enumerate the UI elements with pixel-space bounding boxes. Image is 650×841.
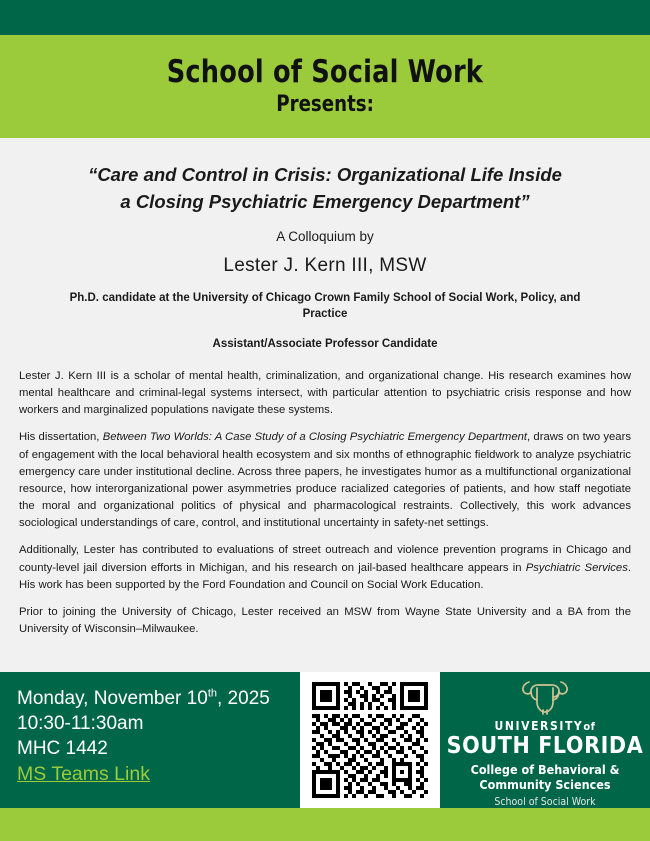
bio-p3-text-after: . His work has been supported by the Ford Foundation and Council on Social Work Education. <box>19 561 631 591</box>
usf-state-name: SOUTH FLORIDA <box>446 733 644 759</box>
speaker-name: Lester J. Kern III, MSW <box>223 254 427 276</box>
ms-teams-link[interactable]: MS Teams Link <box>17 763 150 786</box>
usf-college-line-1: College of Behavioral & <box>470 762 620 778</box>
bio-paragraph-4: Prior to joining the University of Chicago, Lester received an MSW from Wayne State University and a BA from the University of Wisconsin–Milwaukee. <box>19 605 631 635</box>
colloquium-by-label: A Colloquium by <box>276 228 374 244</box>
event-date-ordinal: th <box>207 687 217 700</box>
bio-p2-text-before: His dissertation, <box>19 431 103 444</box>
top-accent-band <box>0 0 650 35</box>
talk-title-line-1: “Care and Control in Crisis: Organizational Life Inside <box>88 164 562 185</box>
event-location: MHC 1442 <box>17 738 108 760</box>
main-content <box>0 162 650 696</box>
qr-code-image[interactable] <box>312 682 428 798</box>
bio-paragraph-3 <box>19 542 631 593</box>
usf-college-name <box>471 763 620 793</box>
usf-university-word: UNIVERSITY <box>494 719 584 733</box>
event-date-prefix: Monday, November 10 <box>17 688 208 709</box>
bio-p3-text-before: Additionally, Lester has contributed to evaluations of street outreach and violence prevention programs in Chicago and county-level jail diversion efforts in Michigan, and his research on jail-based healthcare appears in <box>19 544 631 574</box>
usf-of-word: of <box>583 720 596 733</box>
bottom-accent-band <box>0 808 650 841</box>
event-details <box>0 672 300 808</box>
dissertation-title: Between Two Worlds: A Case Study of a Closing Psychiatric Emergency Department <box>102 431 528 444</box>
event-time: 10:30-11:30am <box>17 713 144 735</box>
school-title: School of Social Work <box>166 53 484 90</box>
usf-college-line-2: Community Sciences <box>479 776 611 792</box>
usf-logo <box>440 672 650 808</box>
usf-bull-icon <box>519 678 571 716</box>
footer-bar <box>0 672 650 808</box>
talk-title-line-2: a Closing Psychiatric Emergency Department” <box>120 190 530 212</box>
bio-paragraph-2 <box>19 429 631 532</box>
presents-label: Presents: <box>276 92 374 118</box>
usf-department-name: School of Social Work <box>494 795 596 808</box>
usf-university-line <box>495 719 596 733</box>
speaker-affiliation: Ph.D. candidate at the University of Chicago Crown Family School of Social Work, Policy, and Practice <box>69 291 581 321</box>
candidate-position: Assistant/Associate Professor Candidate <box>212 337 438 350</box>
event-date-suffix: , 2025 <box>217 688 270 709</box>
event-date <box>17 686 300 711</box>
qr-code-panel[interactable] <box>300 672 440 808</box>
header-banner <box>0 35 650 138</box>
talk-title <box>39 162 611 216</box>
bio-paragraph-1: Lester J. Kern III is a scholar of mental health, criminalization, and organizational change. His research examines how mental healthcare and criminal-legal systems intersect, with particular attention to psychiatric crisis response and how workers and marginalized populations navigate these systems. <box>19 369 631 417</box>
bio-p2-text-after: , draws on two years of engagement with the local behavioral health ecosystem and six months of ethnographic fieldwork to analyze psychiatric emergency care under institutional decline. Across three papers, he investigates humor as a multifunctional organizational resource, how interorganizational power asymmetries produce racialized categories of patients, and how staff negotiate the moral and organizational politics of physical and pharmacological restraints. Collectively, this work advances sociological understandings of care, control, and institutional uncertainty in safety-net settings. <box>19 431 631 530</box>
journal-title: Psychiatric Services <box>525 561 628 574</box>
